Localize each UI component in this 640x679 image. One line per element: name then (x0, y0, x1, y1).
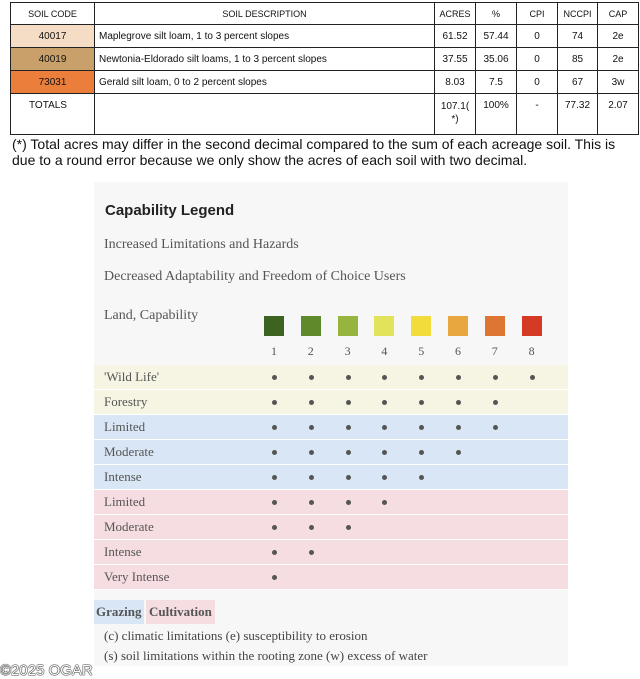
capability-dot (272, 575, 277, 580)
header-soil-code: SOIL CODE (11, 3, 95, 25)
row-label: Moderate (104, 444, 154, 459)
percent-cell: 35.06 (476, 48, 517, 71)
class-number: 6 (455, 344, 461, 358)
totals-percent: 100% (476, 94, 517, 135)
totals-nccpi: 77.32 (558, 94, 598, 135)
totals-description-cell (95, 94, 435, 135)
cap-cell: 2e (598, 25, 639, 48)
capability-row-cultivation (94, 515, 568, 540)
class-5-swatch (411, 316, 431, 336)
row-label: 'Wild Life' (104, 369, 160, 384)
row-label: Limited (104, 494, 146, 509)
class-6-swatch (448, 316, 468, 336)
capability-dot (382, 450, 387, 455)
acres-cell: 37.55 (435, 48, 476, 71)
capability-dot (419, 400, 424, 405)
capability-row-grazing (94, 465, 568, 490)
soil-description-cell: Gerald silt loam, 0 to 2 percent slopes (95, 71, 435, 94)
soil-description-cell: Newtonia-Eldorado silt loams, 1 to 3 percent slopes (95, 48, 435, 71)
capability-dot (382, 475, 387, 480)
capability-dot (272, 375, 277, 380)
soil-code-cell: 40019 (11, 48, 95, 71)
class-number: 7 (491, 344, 498, 358)
capability-dot (346, 450, 351, 455)
cap-cell: 3w (598, 71, 639, 94)
class-3-swatch (338, 316, 358, 336)
capability-dot (309, 500, 314, 505)
capability-dot (530, 375, 535, 380)
nccpi-cell: 67 (558, 71, 598, 94)
capability-dot (456, 425, 461, 430)
capability-dot (419, 425, 424, 430)
legend-line-limitations: Increased Limitations and Hazards (104, 237, 299, 252)
capability-dot (456, 375, 461, 380)
capability-dot (309, 525, 314, 530)
soil-code-cell: 40017 (11, 25, 95, 48)
capability-dot (456, 450, 461, 455)
legend-line-adaptability: Decreased Adaptability and Freedom of Choice Users (104, 269, 406, 284)
capability-dot (272, 550, 277, 555)
legend-footnote-1: (c) climatic limitations (e) susceptibility to erosion (104, 628, 368, 643)
capability-row-wild (94, 390, 568, 415)
capability-dot (309, 425, 314, 430)
percent-cell: 7.5 (476, 71, 517, 94)
header-soil-description: SOIL DESCRIPTION (95, 3, 435, 25)
header-nccpi: NCCPI (558, 3, 598, 25)
capability-dot (346, 375, 351, 380)
row-label: Intense (104, 469, 142, 484)
copyright-watermark: ©2025 OGAR (0, 662, 93, 679)
capability-dot (272, 475, 277, 480)
capability-dot (309, 550, 314, 555)
capability-dot (419, 450, 424, 455)
capability-dot (309, 375, 314, 380)
totals-label: TOTALS (11, 94, 95, 135)
rounding-note: (*) Total acres may differ in the second decimal compared to the sum of each acreage soil. This is due to a round error because we only show the acres of each soil with two decimal. (12, 136, 616, 168)
capability-row-cultivation (94, 565, 568, 590)
table-row (11, 48, 639, 71)
capability-dot (346, 400, 351, 405)
capability-dot (346, 475, 351, 480)
class-4-swatch (374, 316, 394, 336)
capability-legend (94, 182, 568, 666)
legend-footnote-2: (s) soil limitations within the rooting zone (w) excess of water (104, 648, 428, 663)
key-grazing: Grazing (94, 600, 144, 624)
row-label: Very Intense (104, 569, 170, 584)
soil-description-cell: Maplegrove silt loam, 1 to 3 percent slopes (95, 25, 435, 48)
soil-table (10, 2, 639, 135)
nccpi-cell: 74 (558, 25, 598, 48)
capability-dot (346, 425, 351, 430)
cpi-cell: 0 (517, 48, 558, 71)
totals-cap: 2.07 (598, 94, 639, 135)
class-2-swatch (301, 316, 321, 336)
header-percent: % (476, 3, 517, 25)
capability-dot (346, 500, 351, 505)
capability-dot (493, 375, 498, 380)
capability-dot (493, 425, 498, 430)
capability-dot (272, 450, 277, 455)
header-acres: ACRES (435, 3, 476, 25)
capability-dot (456, 400, 461, 405)
capability-dot (272, 500, 277, 505)
capability-dot (419, 475, 424, 480)
totals-acres: 107.1( *) (435, 94, 476, 135)
class-7-swatch (485, 316, 505, 336)
nccpi-cell: 85 (558, 48, 598, 71)
legend-title: Capability Legend (105, 202, 235, 219)
table-row (11, 25, 639, 48)
class-number: 1 (271, 344, 277, 358)
row-label: Limited (104, 419, 146, 434)
class-1-swatch (264, 316, 284, 336)
capability-dot (382, 400, 387, 405)
capability-row-grazing (94, 440, 568, 465)
header-cpi: CPI (517, 3, 558, 25)
totals-cpi: - (517, 94, 558, 135)
acres-cell: 61.52 (435, 25, 476, 48)
capability-dot (382, 425, 387, 430)
header-cap: CAP (598, 3, 639, 25)
class-number: 3 (344, 344, 351, 358)
class-number: 4 (381, 344, 388, 358)
legend-land-capability-label: Land, Capability (104, 308, 199, 323)
capability-dot (309, 400, 314, 405)
capability-dot (309, 450, 314, 455)
class-number: 8 (528, 344, 535, 358)
capability-dot (382, 375, 387, 380)
key-cultivation: Cultivation (146, 600, 215, 624)
class-number: 2 (307, 344, 314, 358)
class-number: 5 (418, 344, 425, 358)
table-header-row (11, 3, 639, 25)
table-row (11, 71, 639, 94)
capability-dot (272, 425, 277, 430)
row-label: Moderate (104, 519, 154, 534)
capability-dot (346, 525, 351, 530)
capability-dot (493, 400, 498, 405)
capability-dot (272, 525, 277, 530)
cpi-cell: 0 (517, 71, 558, 94)
capability-dot (272, 400, 277, 405)
row-label: Intense (104, 544, 142, 559)
acres-cell: 8.03 (435, 71, 476, 94)
row-label: Forestry (104, 394, 148, 409)
cap-cell: 2e (598, 48, 639, 71)
cpi-cell: 0 (517, 25, 558, 48)
capability-row-cultivation (94, 540, 568, 565)
percent-cell: 57.44 (476, 25, 517, 48)
capability-row-wild (94, 365, 568, 390)
totals-row (11, 94, 639, 135)
capability-row-grazing (94, 415, 568, 440)
capability-dot (382, 500, 387, 505)
class-8-swatch (522, 316, 542, 336)
soil-code-cell: 73031 (11, 71, 95, 94)
capability-dot (309, 475, 314, 480)
capability-row-cultivation (94, 490, 568, 515)
capability-dot (419, 375, 424, 380)
